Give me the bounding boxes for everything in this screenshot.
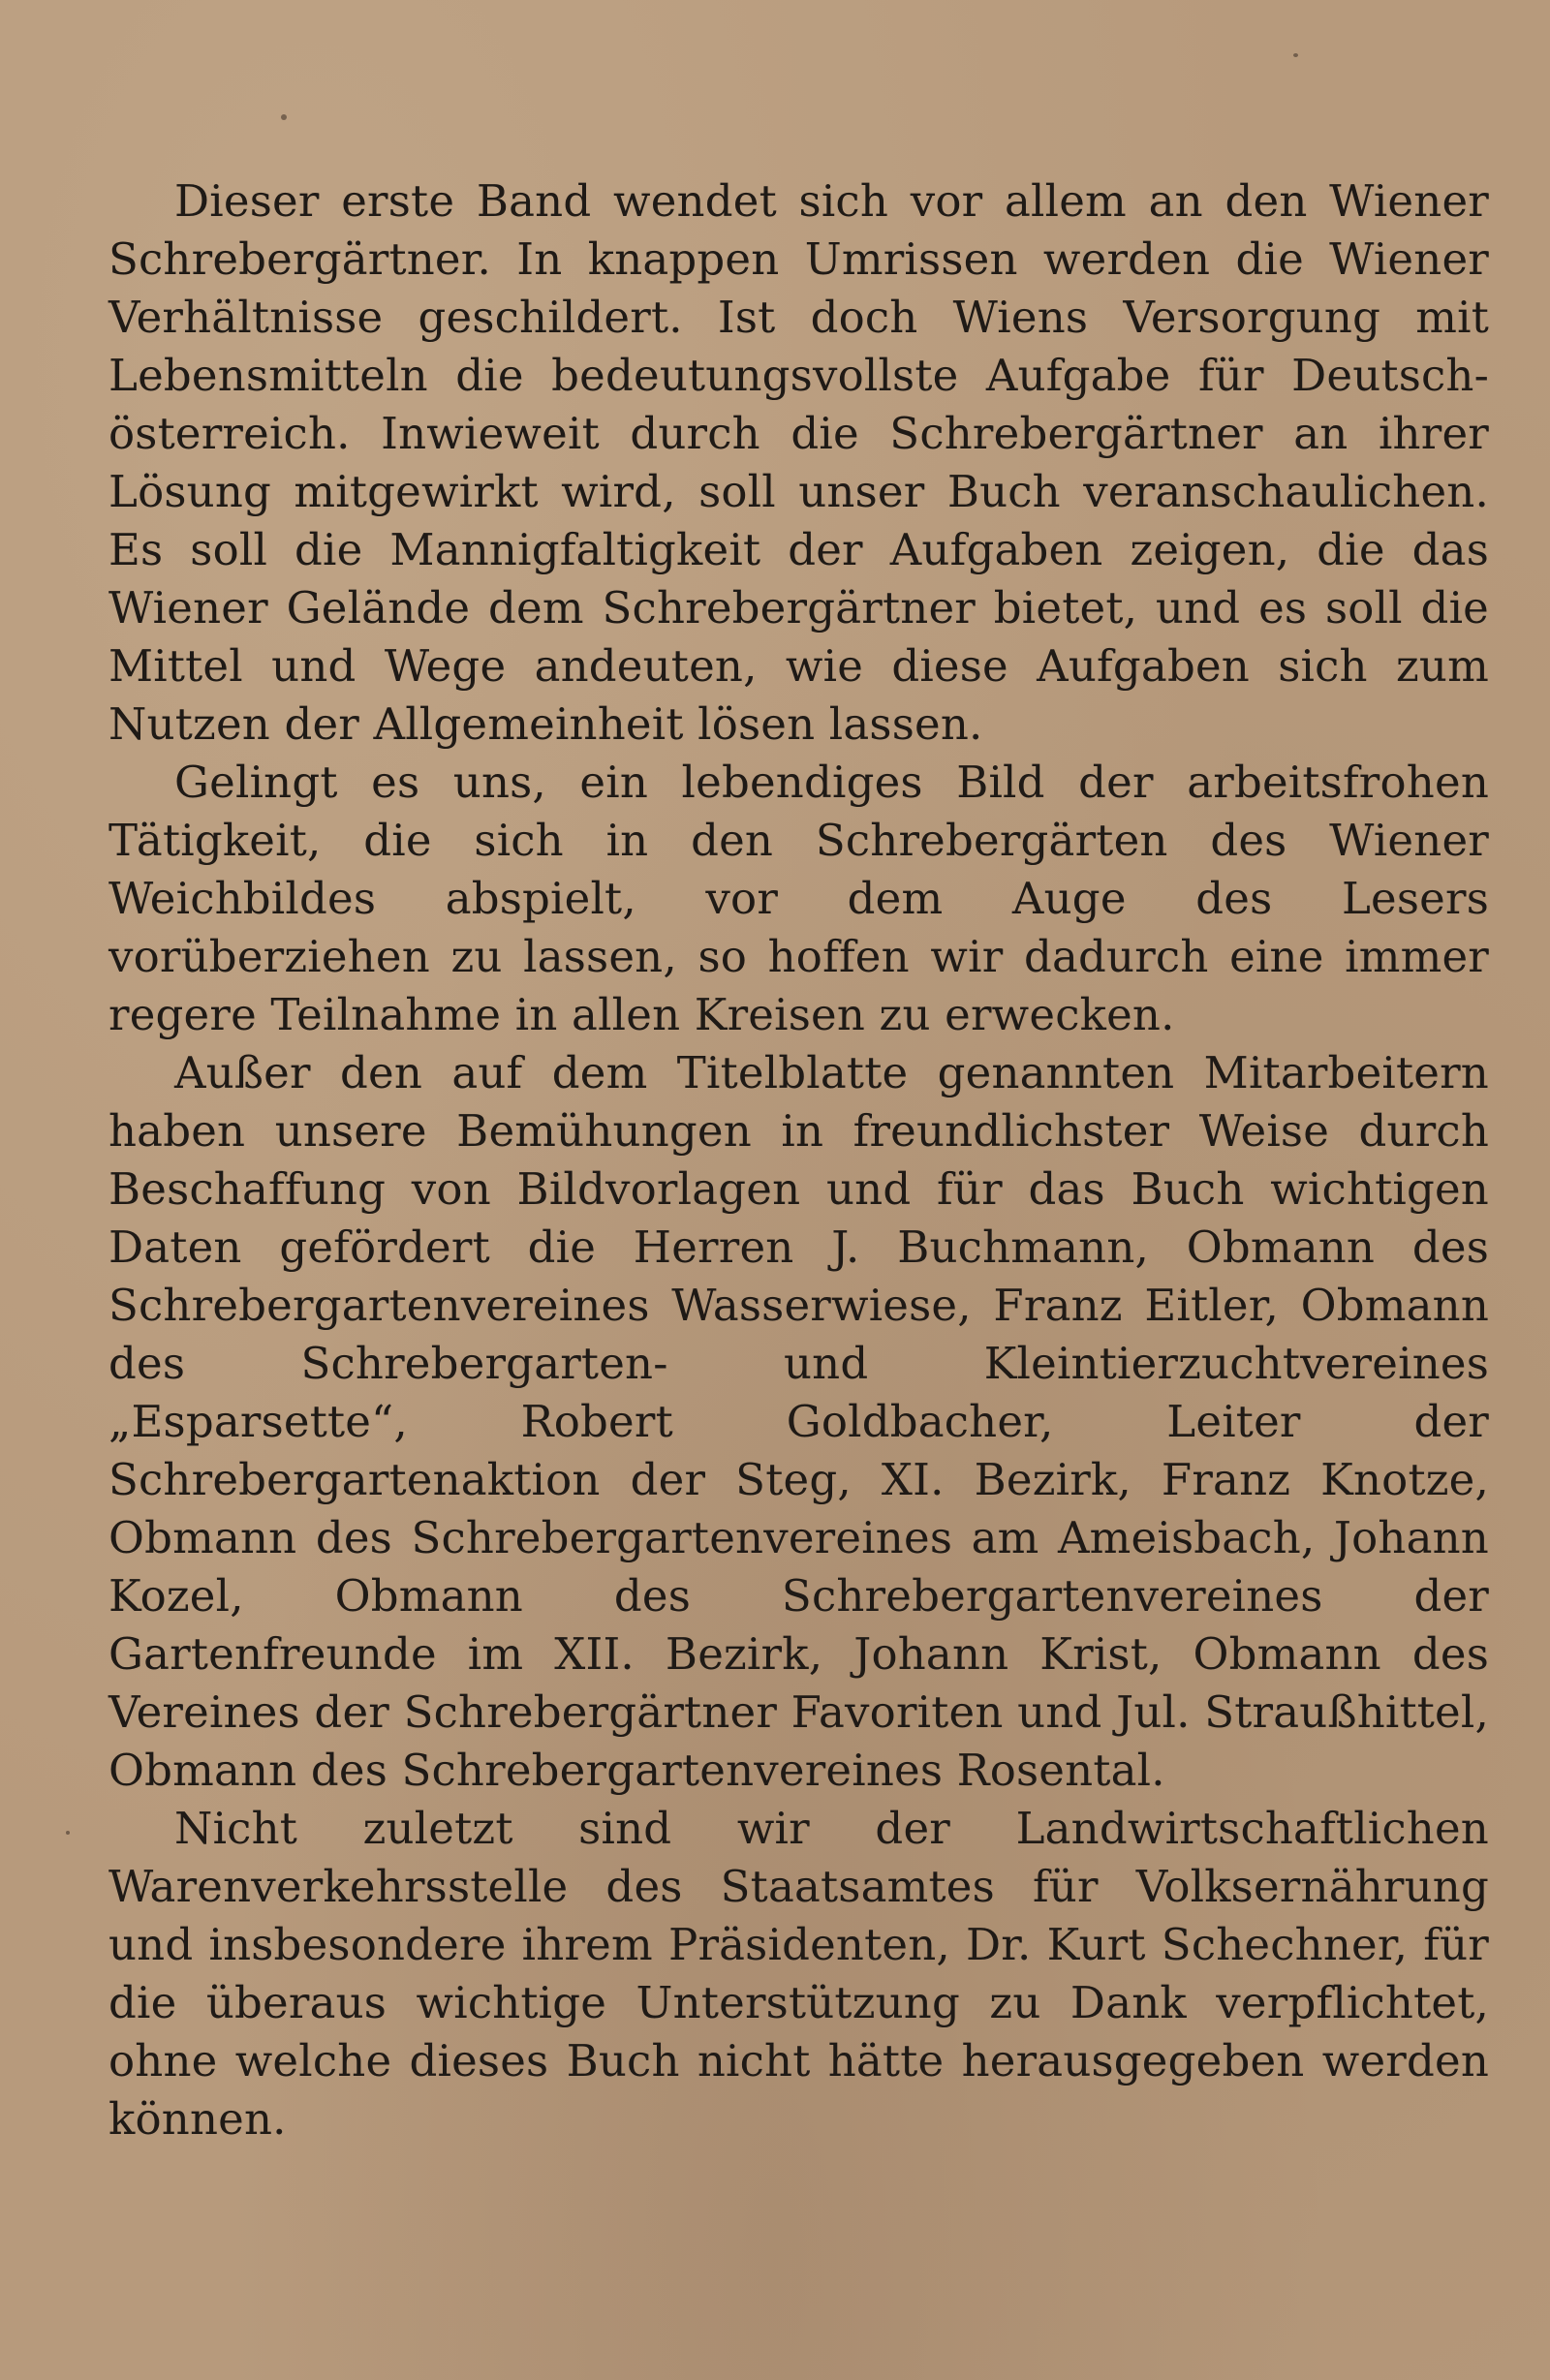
ink-speck bbox=[1293, 53, 1298, 57]
paragraph-acknowledgements: Außer den auf dem Titelblatte genannten Mitarbeitern haben unsere Bemühungen in freundlichster Weise durch Beschaffung von Bildvorlagen und für das Buch wichtigen Daten gefördert die Herren J. Buchmann, Obmann des Schrebergartenvereines Wasserwiese, Franz Eitler, Obmann des Schrebergarten- und Kleintierzuchtvereines „Esparsette“, Robert Goldbacher, Leiter der Schrebergartenaktion der Steg, XI. Bezirk, Franz Knotze, Obmann des Schrebergartenvereines am Ameisbach, Johann Kozel, Obmann des Schrebergartenvereines der Gartenfreunde im XII. Bezirk, Johann Krist, Obmann des Vereines der Schrebergärtner Favoriten und Jul. Straußhittel, Obmann des Schrebergartenvereines Rosental. bbox=[108, 1047, 1489, 1796]
paragraph-hope: Gelingt es uns, ein lebendiges Bild der arbeitsfrohen Tätigkeit, die sich in den Schrebergärten des Wiener Weichbildes abspielt, vor dem Auge des Lesers vorüberziehen zu lassen, so hoffen wir dadurch eine immer regere Teilnahme in allen Kreisen zu erwecken. bbox=[108, 757, 1489, 1040]
body-text bbox=[108, 172, 1489, 2148]
paragraph-intro: Dieser erste Band wendet sich vor allem an den Wiener Schrebergärtner. In knappen Umrissen werden die Wiener Verhältnisse geschildert. Ist doch Wiens Versorgung mit Lebensmitteln die bedeutungsvollste Aufgabe für Deutsch-österreich. Inwieweit durch die Schrebergärtner an ihrer Lösung mitgewirkt wird, soll unser Buch veranschaulichen. Es soll die Mannigfaltigkeit der Aufgaben zeigen, die das Wiener Gelände dem Schrebergärtner bietet, und es soll die Mittel und Wege andeuten, wie diese Aufgaben sich zum Nutzen der Allgemeinheit lösen lassen. bbox=[108, 175, 1489, 750]
paragraph-thanks: Nicht zuletzt sind wir der Landwirtschaftlichen Warenverkehrsstelle des Staatsamtes für Volksernährung und insbesondere ihrem Präsidenten, Dr. Kurt Schechner, für die überaus wichtige Unterstützung zu Dank verpflichtet, ohne welche dieses Buch nicht hätte herausgegeben werden können. bbox=[108, 1803, 1489, 2145]
ink-speck bbox=[66, 1831, 70, 1835]
ink-speck bbox=[281, 114, 287, 120]
